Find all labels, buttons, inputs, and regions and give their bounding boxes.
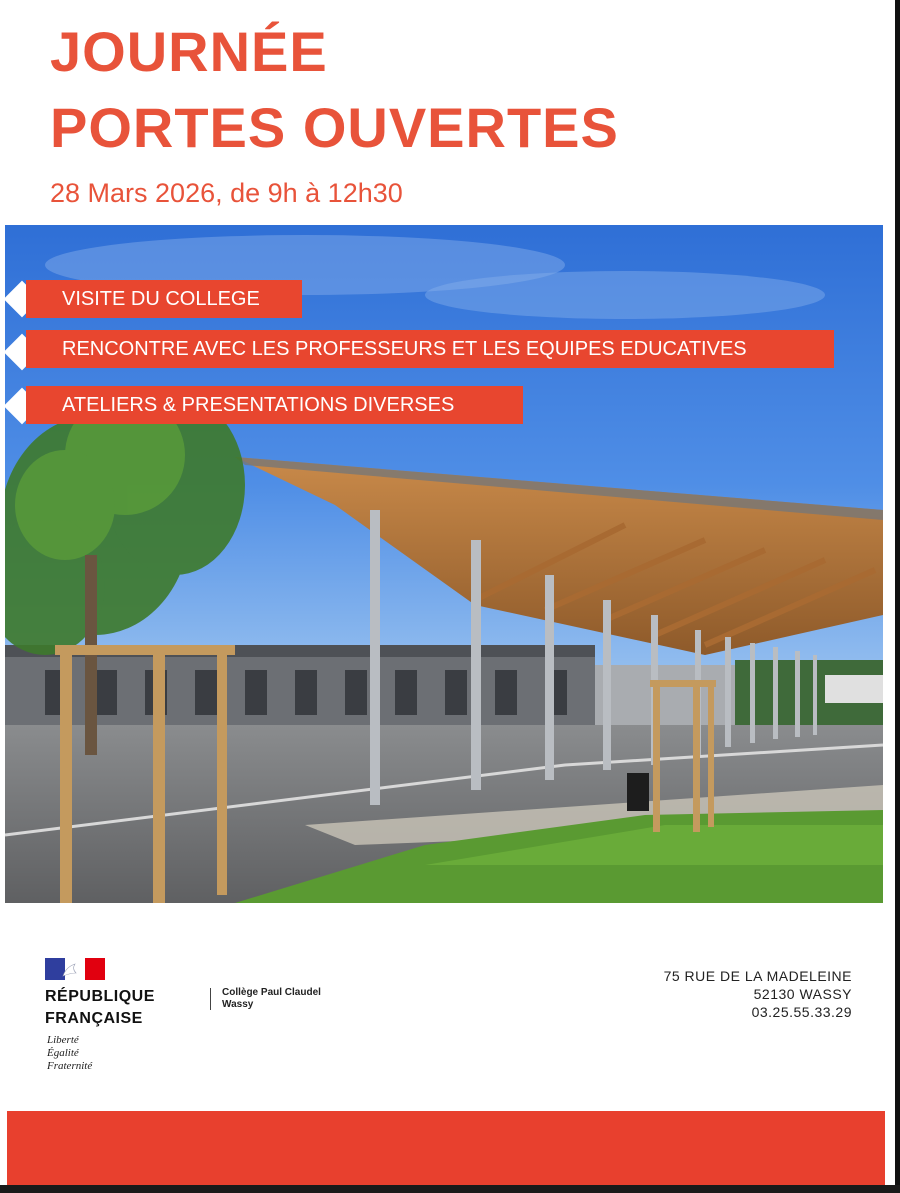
address-city: 52130 WASSY xyxy=(753,986,852,1002)
college-name: Collège Paul Claudel Wassy xyxy=(222,987,321,1010)
highlight-banner-visit: VISITE DU COLLEGE xyxy=(26,280,302,318)
event-date: 28 Mars 2026, de 9h à 12h30 xyxy=(50,178,403,208)
phone-number: 03.25.55.33.29 xyxy=(751,1004,852,1020)
school-courtyard-photo xyxy=(5,225,883,903)
republique-francaise-flag-logo xyxy=(45,958,105,980)
college-address xyxy=(664,967,852,1021)
highlight-banner-meeting: RENCONTRE AVEC LES PROFESSEURS ET LES EQUIPES EDUCATIVES xyxy=(26,330,834,368)
page-title-line-2: PORTES OUVERTES xyxy=(50,96,619,159)
republique-devise: Liberté Égalité Fraternité xyxy=(47,1034,93,1072)
highlight-banner-workshops: ATELIERS & PRESENTATIONS DIVERSES xyxy=(26,386,523,424)
footer-color-band xyxy=(7,1111,885,1185)
page-edge-right xyxy=(895,0,900,1193)
republique-francaise-wordmark: RÉPUBLIQUE FRANÇAISE xyxy=(45,988,155,1027)
page-edge-bottom xyxy=(0,1185,900,1193)
logo-separator xyxy=(210,988,211,1010)
page-title-line-1: JOURNÉE xyxy=(50,20,328,83)
address-street: 75 RUE DE LA MADELEINE xyxy=(663,968,852,984)
